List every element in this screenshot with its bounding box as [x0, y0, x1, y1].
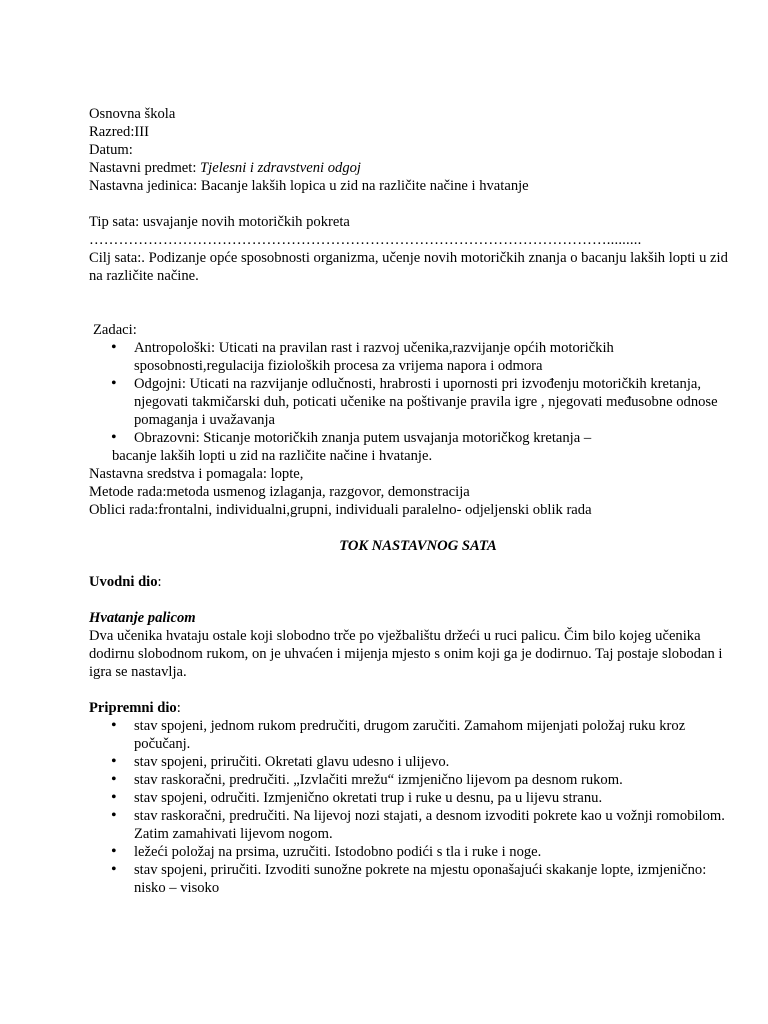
methods-line: Metode rada:metoda usmenog izlaganja, razgovor, demonstracija	[89, 484, 470, 500]
task-item-instructional: • Obrazovni: Sticanje motoričkih znanja putem usvajanja motoričkog kretanja –	[89, 429, 739, 447]
spacer	[89, 591, 739, 609]
subject-value: Tjelesni i zdravstveni odgoj	[200, 160, 361, 176]
goal-paragraph: Cilj sata:. Podizanje opće sposobnosti organizma, učenje novih motoričkih znanja o bacanju lakših lopti u zid na različite načine.	[89, 250, 728, 284]
intro-heading-line	[89, 573, 739, 591]
prep-heading-line	[89, 699, 739, 717]
intro-colon: :	[157, 574, 162, 590]
spacer	[89, 681, 739, 699]
dotted-separator: …………………………………………………………………………………………….........	[89, 232, 642, 248]
prep-exercise-item: • stav raskoračni, predručiti. „Izvlačiti mrežu“ izmjenično lijevom pa desnom rukom.	[89, 771, 739, 789]
flow-title: TOK NASTAVNOG SATA	[339, 538, 497, 554]
prep-exercise-list	[89, 717, 739, 897]
resources-line: Nastavna sredstva i pomagala: lopte,	[89, 466, 304, 482]
prep-exercise-item: • stav spojeni, priručiti. Izvoditi sunožne pokrete na mjestu oponašajući skakanje lopte, izmjenično: nisko – visoko	[89, 861, 739, 897]
prep-exercise-item: • ležeći položaj na prsima, uzručiti. Istodobno podići s tla i ruke i noge.	[89, 843, 739, 861]
date-line: Datum:	[89, 142, 133, 158]
spacer	[89, 195, 739, 213]
spacer	[89, 555, 739, 573]
prep-exercise-item: • stav spojeni, odručiti. Izmjenično okretati trup i ruke u desnu, pa u lijevu stranu.	[89, 789, 739, 807]
subject-line	[89, 159, 739, 177]
task-item-educational: • Odgojni: Uticati na razvijanje odlučnosti, hrabrosti i upornosti pri izvođenju motoričkih kretanja, njegovati takmičarski duh, poticati učenike na poštivanje pravila igre , njegovati međusobne odnose pomaganja i uvažavanja	[89, 375, 739, 429]
forms-line: Oblici rada:frontalni, individualni,grupni, individuali paralelno- odjeljenski oblik rada	[89, 502, 592, 518]
game-description: Dva učenika hvataju ostale koji slobodno trče po vježbalištu držeći u ruci palicu. Čim bilo kojeg učenika dodirnu slobodnom rukom, on je uhvaćen i mijenja mjesto s onim koji ga je dodirnuo. Taj postaje slobodan i igra se nastavlja.	[89, 628, 723, 680]
game-title: Hvatanje palicom	[89, 610, 196, 626]
spacer	[89, 519, 739, 537]
prep-exercise-item: • stav spojeni, priručiti. Okretati glavu udesno i ulijevo.	[89, 753, 739, 771]
document-page	[89, 105, 739, 897]
intro-heading: Uvodni dio	[89, 574, 158, 590]
spacer	[89, 285, 739, 321]
subject-label: Nastavni predmet:	[89, 160, 201, 176]
tasks-list	[89, 339, 739, 447]
prep-exercise-item: • stav raskoračni, predručiti. Na lijevoj nozi stajati, a desnom izvoditi pokrete kao u vožnji romobilom. Zatim zamahivati lijevom nogom.	[89, 807, 739, 843]
unit-line: Nastavna jedinica: Bacanje lakših lopica u zid na različite načine i hvatanje	[89, 178, 529, 194]
task-continuation: bacanje lakših lopti u zid na različite načine i hvatanje.	[112, 448, 433, 464]
prep-heading: Pripremni dio	[89, 700, 177, 716]
tasks-heading: Zadaci:	[93, 322, 137, 338]
prep-exercise-item: • stav spojeni, jednom rukom predručiti, drugom zaručiti. Zamahom mijenjati položaj ruku kroz počučanj.	[89, 717, 739, 753]
prep-colon: :	[176, 700, 181, 716]
grade-line: Razred:III	[89, 124, 149, 140]
school-line: Osnovna škola	[89, 106, 176, 122]
task-item-anthropological: • Antropološki: Uticati na pravilan rast i razvoj učenika,razvijanje općih motoričkih sposobnosti,regulacija fizioloških procesa za vrijema napora i odmora	[89, 339, 739, 375]
lesson-type-line: Tip sata: usvajanje novih motoričkih pokreta	[89, 214, 350, 230]
